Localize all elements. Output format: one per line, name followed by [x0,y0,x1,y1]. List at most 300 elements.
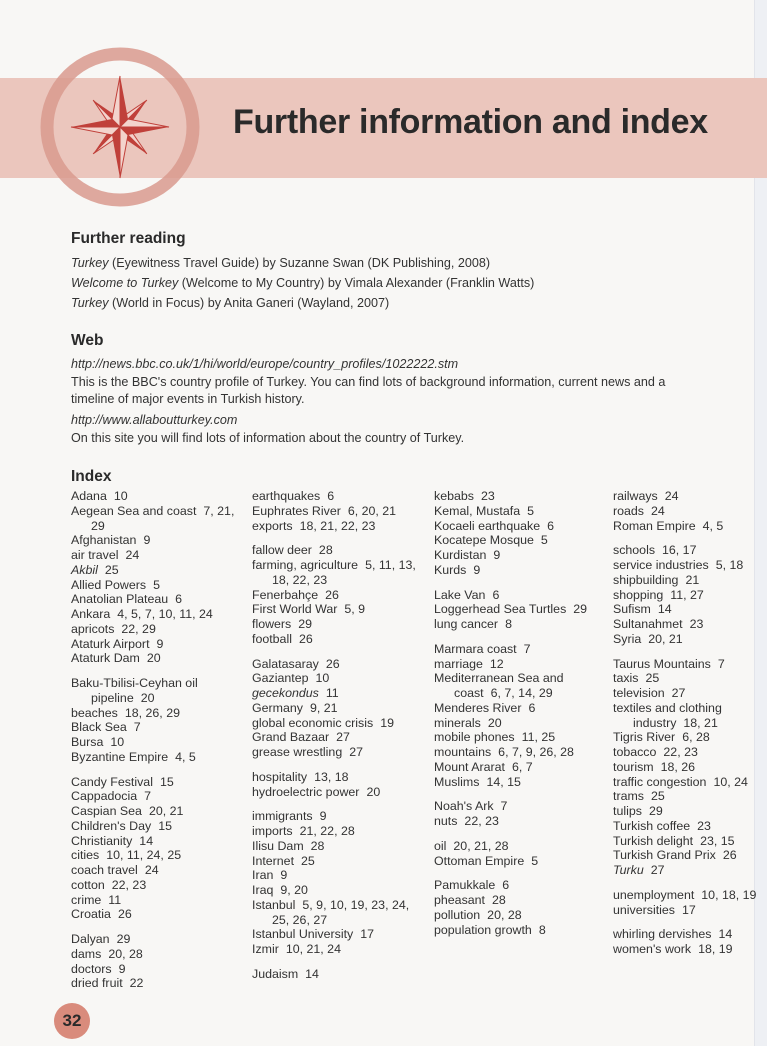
index-pages: 10 [315,671,330,686]
index-term: tourism [613,759,654,774]
index-entry [613,617,763,632]
index-pages: 27 [349,745,364,759]
index-group [252,489,424,533]
index-term: dams [71,946,102,961]
index-entry [71,592,243,607]
index-group [71,775,243,923]
index-term: Adana [71,489,107,503]
index-entry [613,701,763,731]
index-pages: 10, 11, 24, 25 [106,848,182,863]
reading-item: Turkey (Eyewitness Travel Guide) by Suzanne Swan (DK Publishing, 2008) [71,256,491,270]
index-entry [252,588,424,603]
index-term: Pamukkale [434,878,496,893]
index-entry [434,716,606,731]
index-pages: 18, 19 [698,942,733,956]
index-entry [613,804,763,819]
index-term: lung cancer [434,617,499,631]
index-group [252,543,424,646]
index-pages: 18, 21 [683,715,718,730]
index-pages: 11 [325,686,339,700]
index-term: Euphrates River [252,503,341,518]
index-term: schools [613,543,656,558]
index-entry [434,814,606,829]
index-pages: 14, 15 [486,774,521,789]
index-pages: 21, 22, 28 [299,824,355,838]
index-group [434,878,606,937]
index-term: gecekondus [252,686,319,700]
index-term: Allied Powers [71,577,147,592]
index-pages: 20 [366,784,381,799]
index-column [434,489,606,947]
index-entry [252,883,424,898]
index-entry [613,942,763,957]
index-term: Kurdistan [434,548,487,562]
index-term: pheasant [434,893,485,907]
index-group [71,489,243,666]
index-entry [434,657,606,672]
index-pages: 29 [573,602,588,617]
index-entry [252,657,424,672]
index-group [613,489,763,533]
web-description: On this site you will find lots of information about the country of Turkey. [71,431,465,445]
index-group [613,927,763,957]
index-pages: 28 [318,543,333,558]
index-group [71,676,243,765]
index-pages: 20, 28 [108,946,143,961]
index-entry [613,775,763,790]
index-group [613,657,763,878]
index-entry [71,962,243,977]
index-entry [613,602,763,617]
index-pages: 11, 25 [521,730,556,745]
index-pages: 6, 7, 14, 29 [490,686,553,700]
index-entry [71,907,243,922]
index-column [71,489,243,1001]
index-term: fallow deer [252,543,312,558]
index-term: population growth [434,922,532,937]
index-entry [613,903,763,918]
index-pages: 12 [489,656,504,671]
index-pages: 23 [689,617,704,631]
index-pages: 5 [540,533,548,548]
index-pages: 23 [697,818,711,833]
index-term: marriage [434,656,483,671]
index-entry [71,676,243,706]
index-pages: 26 [325,656,340,671]
index-pages: 15 [159,774,174,789]
index-entry [613,730,763,745]
index-entry [71,819,243,834]
index-entry [71,706,243,721]
index-entry [613,834,763,849]
reading-item: Turkey (World in Focus) by Anita Ganeri (Wayland, 2007) [71,296,390,310]
index-entry [252,489,424,504]
index-entry [613,504,763,519]
index-entry [434,760,606,775]
index-term: Istanbul University [252,927,354,942]
index-pages: 7, 21, 29 [91,503,235,533]
index-term: Lake Van [434,587,486,602]
index-heading: Index [71,468,112,485]
index-term: Aegean Sea and coast [71,503,197,518]
index-entry [434,854,606,869]
index-entry [434,893,606,908]
index-term: Caspian Sea [71,804,142,818]
index-pages: 25 [645,671,660,686]
index-entry [252,519,424,534]
index-entry [71,878,243,893]
index-pages: 6, 28 [682,730,710,745]
index-pages: 18, 21, 22, 23 [299,518,376,533]
index-entry [434,923,606,938]
index-pages: 9 [143,533,151,548]
index-pages: 25 [650,789,665,804]
index-pages: 14 [718,927,733,942]
index-pages: 8 [538,922,546,937]
index-pages: 20, 21 [148,804,184,818]
index-entry [71,750,243,765]
index-pages: 4, 5 [702,518,724,533]
index-pages: 27 [336,730,350,745]
index-entry [252,839,424,854]
index-entry [434,504,606,519]
index-entry [613,573,763,588]
index-pages: 7 [500,799,508,814]
index-pages: 7 [717,656,725,671]
index-term: cotton [71,877,105,892]
index-pages: 20 [146,651,161,666]
index-entry [252,809,424,824]
index-term: shipbuilding [613,572,679,587]
index-term: Kocatepe Mosque [434,533,534,548]
index-term: Dalyan [71,932,110,946]
index-term: Croatia [71,907,111,922]
index-entry [71,848,243,863]
index-pages: 10 [110,735,125,749]
index-pages: 15 [158,818,172,833]
index-pages: 5, 9 [344,602,366,617]
index-entry [613,519,763,534]
index-entry [71,947,243,962]
index-term: pollution [434,907,481,922]
index-term: hydroelectric power [252,784,360,799]
index-pages: 6, 7 [511,759,533,774]
page-number-badge: 32 [54,1003,90,1039]
index-entry [434,908,606,923]
index-entry [252,617,424,632]
index-term: Iraq [252,883,274,897]
index-term: exports [252,518,293,533]
index-pages: 24 [125,548,140,562]
index-entry [71,720,243,735]
index-group [434,588,606,632]
index-term: global economic crisis [252,715,374,730]
index-entry [252,942,424,957]
index-term: Candy Festival [71,774,153,789]
index-entry [252,785,424,800]
index-entry [613,863,763,878]
index-pages: 7 [523,641,531,656]
index-pages: 14 [305,966,319,981]
index-entry [252,730,424,745]
index-pages: 23 [480,489,495,503]
index-term: Christianity [71,833,133,848]
index-pages: 19 [380,715,394,730]
index-entry [434,799,606,814]
index-term: minerals [434,715,481,730]
further-reading-heading: Further reading [71,230,186,247]
index-group [252,967,424,982]
index-term: Children's Day [71,818,152,833]
index-pages: 28 [310,838,325,853]
index-term: Byzantine Empire [71,749,169,764]
index-pages: 9 [118,961,126,976]
index-term: Marmara coast [434,641,517,656]
index-term: Kocaeli earthquake [434,518,541,533]
index-term: Internet [252,853,295,868]
index-entry [71,637,243,652]
index-term: Ottoman Empire [434,853,525,868]
index-term: Ankara [71,607,111,621]
index-pages: 22, 29 [121,621,156,636]
index-entry [613,543,763,558]
index-entry [613,819,763,834]
index-pages: 9, 21 [309,700,338,715]
index-term: Judaism [252,966,299,981]
index-term: taxis [613,671,639,686]
index-pages: 6 [502,878,510,893]
index-pages: 18, 26 [660,759,696,774]
index-group [252,770,424,800]
index-pages: 11, 27 [670,587,704,602]
index-entry [613,632,763,647]
index-term: football [252,631,292,646]
index-entry [434,602,606,617]
index-entry [71,578,243,593]
index-term: Muslims [434,774,480,789]
index-term: imports [252,824,293,838]
index-term: Kurds [434,562,467,577]
index-term: First World War [252,602,338,617]
index-term: textiles and clothing industry [613,700,722,730]
web-description: This is the BBC's country profile of Turkey. You can find lots of background information, current news and a timeline of major events in Turkish history. [71,375,666,406]
index-term: Afghanistan [71,533,137,548]
index-entry [613,760,763,775]
index-entry [252,558,424,588]
index-term: crime [71,892,102,907]
index-group [434,799,606,829]
index-term: mobile phones [434,730,515,745]
index-entry [252,716,424,731]
index-entry [613,789,763,804]
index-entry [252,602,424,617]
index-group [71,932,243,991]
index-entry [71,607,243,622]
index-term: traffic congestion [613,774,707,789]
index-entry [434,563,606,578]
index-term: earthquakes [252,489,321,503]
index-group [252,657,424,760]
index-entry [613,657,763,672]
index-term: whirling dervishes [613,927,712,942]
index-pages: 5, 11, 13, 18, 22, 23 [272,558,416,587]
index-term: oil [434,838,447,853]
index-entry [252,868,424,883]
index-pages: 17 [360,927,375,942]
index-term: Akbil [71,562,98,577]
index-pages: 7 [133,720,141,735]
index-entry [434,588,606,603]
index-term: Tigris River [613,730,676,745]
index-pages: 5 [527,503,534,518]
index-term: Istanbul [252,897,296,912]
index-pages: 13, 18 [314,769,349,784]
index-entry [252,632,424,647]
index-term: immigrants [252,809,313,824]
index-term: Baku-Tbilisi-Ceyhan oil pipeline [71,676,198,705]
index-entry [434,671,606,701]
index-entry [71,789,243,804]
index-pages: 6 [528,700,536,715]
index-pages: 10 [113,489,128,503]
index-pages: 6 [175,592,183,607]
index-pages: 8 [505,617,512,631]
index-group [434,489,606,578]
index-pages: 24 [664,489,679,503]
index-entry [71,563,243,578]
index-term: women's work [613,942,692,956]
index-entry [252,854,424,869]
index-term: Turkish delight [613,833,694,848]
index-term: Syria [613,631,642,646]
index-entry [434,533,606,548]
index-term: Turkish Grand Prix [613,848,716,863]
index-pages: 5 [531,853,539,868]
index-pages: 11 [108,892,122,907]
index-pages: 9 [493,548,501,562]
index-group [434,642,606,790]
index-pages: 6 [547,518,554,533]
index-entry [613,848,763,863]
index-pages: 10, 21, 24 [285,942,341,956]
index-pages: 4, 5, 7, 10, 11, 24 [117,607,213,621]
index-pages: 9 [156,636,164,651]
index-term: tobacco [613,745,657,759]
index-term: Noah's Ark [434,799,494,814]
index-term: air travel [71,548,119,562]
index-pages: 27 [671,686,686,700]
index-pages: 22 [129,976,144,991]
index-pages: 10, 24 [713,774,748,789]
index-entry [613,686,763,701]
index-entry [252,701,424,716]
index-entry [613,888,763,903]
index-group [613,543,763,646]
index-entry [434,775,606,790]
web-link[interactable]: http://news.bbc.co.uk/1/hi/world/europe/country_profiles/1022222.stm [71,357,459,371]
index-entry [71,775,243,790]
index-pages: 4, 5 [175,749,196,764]
index-entry [252,504,424,519]
index-term: hospitality [252,769,308,784]
index-term: Mount Ararat [434,759,505,774]
index-pages: 28 [491,893,506,907]
index-pages: 5, 18 [715,558,744,572]
index-term: Turku [613,863,644,877]
index-term: Turkish coffee [613,818,691,833]
index-pages: 17 [681,902,696,917]
index-term: Anatolian Plateau [71,592,169,607]
index-term: dried fruit [71,976,123,991]
index-entry [252,770,424,785]
index-entry [71,651,243,666]
index-entry [71,504,243,534]
index-pages: 20, 21, 28 [453,838,509,853]
index-term: Mediterranean Sea and coast [434,671,564,700]
index-column [613,489,763,967]
index-term: Gaziantep [252,671,309,686]
index-term: Menderes River [434,700,522,715]
index-term: service industries [613,558,709,572]
index-entry [434,519,606,534]
index-term: Cappadocia [71,789,138,804]
index-pages: 22, 23 [663,745,698,759]
index-pages: 20, 28 [487,907,522,922]
index-entry [71,932,243,947]
index-entry [613,927,763,942]
index-entry [613,745,763,760]
index-term: Roman Empire [613,518,696,533]
index-pages: 22, 23 [464,814,499,828]
index-entry [71,735,243,750]
index-pages: 5 [153,577,160,592]
index-entry [71,834,243,849]
index-entry [71,489,243,504]
index-entry [252,686,424,701]
index-pages: 26 [298,631,313,646]
index-pages: 14 [657,602,672,617]
index-term: Izmir [252,942,279,956]
index-pages: 10, 18, 19 [701,887,757,902]
index-term: Sufism [613,602,651,617]
index-pages: 26 [325,587,339,602]
index-entry [434,878,606,893]
index-entry [434,730,606,745]
index-entry [434,745,606,760]
index-term: Ataturk Dam [71,651,140,666]
index-term: shopping [613,587,664,602]
index-term: Bursa [71,735,104,749]
index-pages: 14 [139,833,154,848]
index-entry [71,804,243,819]
web-link[interactable]: http://www.allaboutturkey.com [71,413,238,427]
index-group [252,809,424,957]
index-term: television [613,686,665,700]
index-pages: 25 [104,562,119,577]
index-term: roads [613,503,644,518]
index-term: flowers [252,617,292,631]
index-entry [71,548,243,563]
index-term: cities [71,848,100,863]
index-pages: 24 [144,863,159,877]
index-group [434,839,606,869]
index-entry [71,893,243,908]
index-pages: 20 [487,715,502,730]
index-term: apricots [71,621,115,636]
index-pages: 9 [319,809,327,824]
index-pages: 6 [492,587,500,602]
index-term: grease wrestling [252,745,343,759]
